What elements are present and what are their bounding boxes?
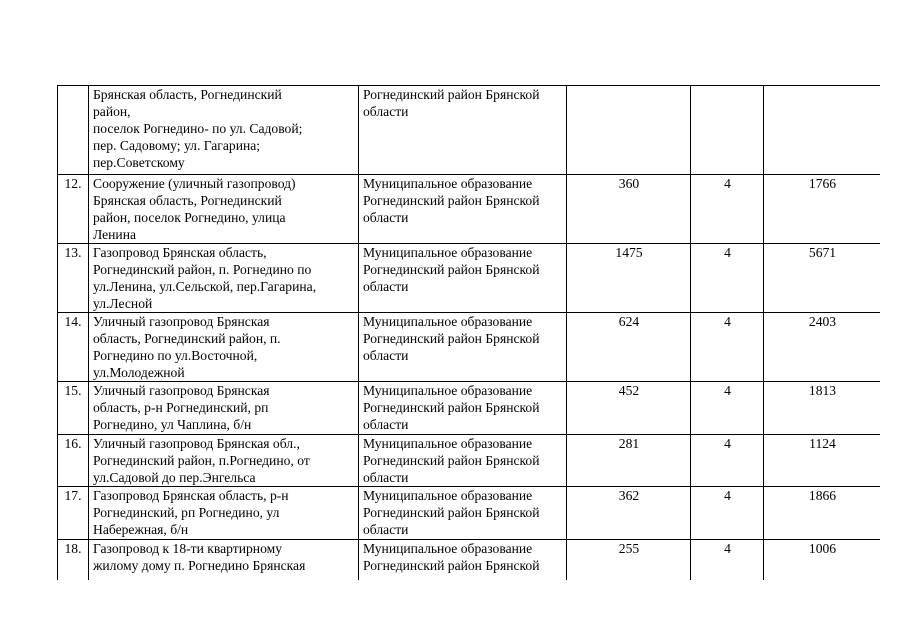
row-number: 18. xyxy=(58,540,89,581)
value-col-3: 1006 xyxy=(764,540,881,581)
row-number: 16. xyxy=(58,435,89,487)
table-row xyxy=(58,540,881,581)
object-description: Уличный газопровод Брянская область, р-н Рогнединский, рп Рогнедино, ул Чаплина, б/н xyxy=(89,382,359,435)
property-table xyxy=(57,85,880,580)
table-row xyxy=(58,382,881,435)
value-col-3: 1866 xyxy=(764,487,881,540)
owner-name: Муниципальное образование Рогнединский район Брянской области xyxy=(359,382,567,435)
value-col-3 xyxy=(764,86,881,175)
value-col-1: 1475 xyxy=(567,244,691,313)
object-description: Газопровод к 18-ти квартирному жилому дому п. Рогнедино Брянская xyxy=(89,540,359,581)
row-number: 17. xyxy=(58,487,89,540)
value-col-2: 4 xyxy=(691,435,764,487)
object-description: Газопровод Брянская область, Рогнединский район, п. Рогнедино по ул.Ленина, ул.Сельской, пер.Гагарина, ул.Лесной xyxy=(89,244,359,313)
row-number: 12. xyxy=(58,175,89,244)
object-description: Газопровод Брянская область, р-н Рогнединский, рп Рогнедино, ул Набережная, б/н xyxy=(89,487,359,540)
owner-name: Муниципальное образование Рогнединский район Брянской области xyxy=(359,175,567,244)
row-number xyxy=(58,86,89,175)
value-col-1: 624 xyxy=(567,313,691,382)
owner-name: Муниципальное образование Рогнединский район Брянской области xyxy=(359,313,567,382)
table-row xyxy=(58,86,881,175)
document-page xyxy=(57,85,880,580)
value-col-3: 1813 xyxy=(764,382,881,435)
owner-name: Рогнединский район Брянской области xyxy=(359,86,567,175)
value-col-1: 281 xyxy=(567,435,691,487)
table-body xyxy=(58,86,881,581)
owner-name: Муниципальное образование Рогнединский район Брянской xyxy=(359,540,567,581)
value-col-2: 4 xyxy=(691,382,764,435)
value-col-1: 362 xyxy=(567,487,691,540)
row-number: 14. xyxy=(58,313,89,382)
value-col-1: 255 xyxy=(567,540,691,581)
owner-name: Муниципальное образование Рогнединский район Брянской области xyxy=(359,487,567,540)
object-description: Сооружение (уличный газопровод) Брянская область, Рогнединский район, поселок Рогнедино, улица Ленина xyxy=(89,175,359,244)
value-col-1: 360 xyxy=(567,175,691,244)
value-col-2 xyxy=(691,86,764,175)
table-row xyxy=(58,244,881,313)
table-row xyxy=(58,435,881,487)
value-col-3: 5671 xyxy=(764,244,881,313)
object-description: Уличный газопровод Брянская область, Рогнединский район, п. Рогнедино по ул.Восточной, ул.Молодежной xyxy=(89,313,359,382)
value-col-3: 2403 xyxy=(764,313,881,382)
object-description: Уличный газопровод Брянская обл., Рогнединский район, п.Рогнедино, от ул.Садовой до пер.Энгельса xyxy=(89,435,359,487)
value-col-1: 452 xyxy=(567,382,691,435)
table-row xyxy=(58,487,881,540)
row-number: 15. xyxy=(58,382,89,435)
table-row xyxy=(58,175,881,244)
value-col-1 xyxy=(567,86,691,175)
table-row xyxy=(58,313,881,382)
value-col-2: 4 xyxy=(691,244,764,313)
value-col-2: 4 xyxy=(691,313,764,382)
row-number: 13. xyxy=(58,244,89,313)
value-col-3: 1124 xyxy=(764,435,881,487)
value-col-2: 4 xyxy=(691,175,764,244)
value-col-2: 4 xyxy=(691,487,764,540)
owner-name: Муниципальное образование Рогнединский район Брянской области xyxy=(359,244,567,313)
value-col-3: 1766 xyxy=(764,175,881,244)
owner-name: Муниципальное образование Рогнединский район Брянской области xyxy=(359,435,567,487)
value-col-2: 4 xyxy=(691,540,764,581)
object-description: Брянская область, Рогнединский район, поселок Рогнедино- по ул. Садовой; пер. Садовому; ул. Гагарина; пер.Советскому xyxy=(89,86,359,175)
